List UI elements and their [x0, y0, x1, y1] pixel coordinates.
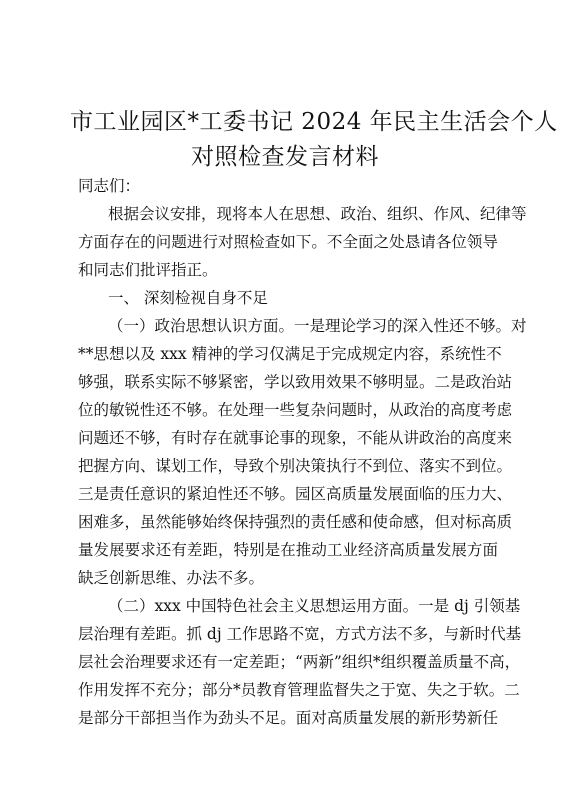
paragraph-line: 三是责任意识的紧迫性还不够。园区高质量发展面临的压力大、 [78, 485, 513, 503]
paragraph-line: 根据会议安排，现将本人在思想、政治、组织、作风、纪律等 [108, 205, 527, 223]
paragraph-line: 问题还不够，有时存在就事论事的现象，不能从讲政治的高度来 [78, 429, 513, 447]
paragraph-line: 层社会治理要求还有一定差距；“两新”组织*组织覆盖质量不高， [78, 653, 521, 671]
paragraph-line: 困难多，虽然能够始终保持强烈的责任感和使命感，但对标高质 [78, 513, 513, 531]
paragraph-line: 层治理有差距。抓 dj 工作思路不宽，方式方法不多，与新时代基 [78, 625, 522, 643]
paragraph-line: 和同志们批评指正。 [78, 261, 218, 279]
paragraph-line: 作用发挥不充分；部分*员教育管理监督失之于宽、失之于软。二 [78, 681, 520, 699]
salutation: 同志们： [78, 177, 141, 195]
paragraph-line: 够强，联系实际不够紧密，学以致用效果不够明显。二是政治站 [78, 373, 513, 391]
paragraph-line: （二）xxx 中国特色社会主义思想运用方面。一是 dj 引领基 [108, 597, 521, 615]
paragraph-line: 方面存在的问题进行对照检查如下。不全面之处恳请各位领导 [78, 233, 498, 251]
paragraph-line: 量发展要求还有差距，特别是在推动工业经济高质量发展方面 [78, 541, 498, 559]
document-title-line-1: 市工业园区*工委书记 2024 年民主生活会个人 [70, 109, 558, 135]
section-heading: 一、 深刻检视自身不足 [108, 289, 268, 307]
paragraph-line: 位的敏锐性还不够。在处理一些复杂问题时，从政治的高度考虑 [78, 401, 513, 419]
paragraph-line: **思想以及 xxx 精神的学习仅满足于完成规定内容，系统性不 [78, 345, 502, 363]
document-title-line-2: 对照检查发言材料 [191, 144, 379, 170]
paragraph-line: 是部分干部担当作为劲头不足。面对高质量发展的新形势新任 [78, 709, 498, 727]
paragraph-line: 把握方向、谋划工作，导致个别决策执行不到位、落实不到位。 [78, 457, 513, 475]
paragraph-line: （一）政治思想认识方面。一是理论学习的深入性还不够。对 [108, 317, 527, 335]
paragraph-line: 缺乏创新思维、办法不多。 [78, 569, 265, 587]
